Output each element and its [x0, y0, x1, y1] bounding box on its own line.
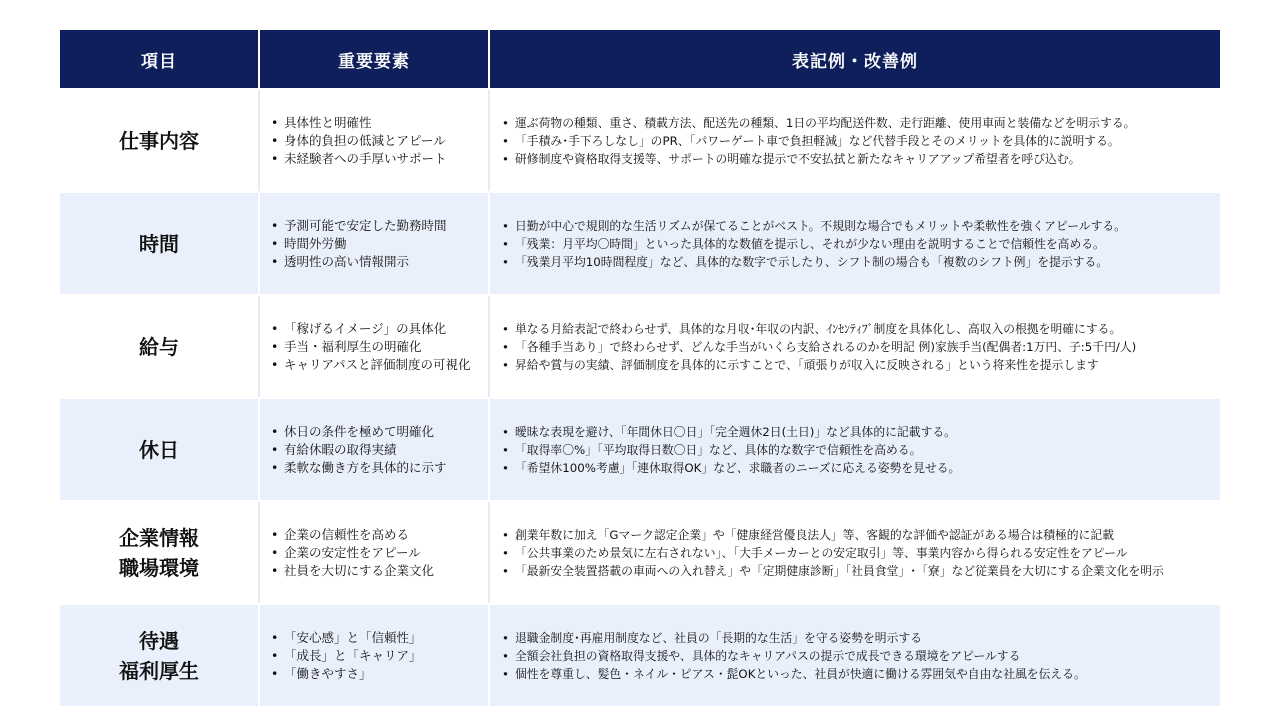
- example-bullet: • 運ぶ荷物の種類、重さ、積載方法、配送先の種類、1日の平均配送件数、走行距離、使用車両と装備などを明示する。: [515, 114, 1220, 132]
- table-row: [60, 397, 1220, 500]
- row-examples: [490, 399, 1220, 500]
- row-item: [60, 296, 260, 397]
- example-bullet: • 「各種手当あり」で終わらせず、どんな手当がいくら支給されるのかを明記 例)家族手当(配偶者:1万円、子:5千円/人): [515, 338, 1220, 356]
- element-bullet: • 休日の条件を極めて明確化: [284, 423, 488, 441]
- header-examples: 表記例・改善例: [792, 51, 918, 72]
- example-bullet: • 「手積み･手下ろしなし」のPR、「パワーゲート車で負担軽減」など代替手段とそのメリットを具体的に説明する。: [515, 132, 1220, 150]
- element-bullet: • 時間外労働: [284, 235, 488, 253]
- element-bullet: • 手当・福利厚生の明確化: [284, 338, 488, 356]
- example-bullet: • 「最新安全装置搭載の車両への入れ替え」や「定期健康診断」「社員食堂」･「寮」など従業員を大切にする企業文化を明示: [515, 562, 1220, 580]
- row-examples: [490, 90, 1220, 191]
- example-bullet: • 研修制度や資格取得支援等、サポートの明確な提示で不安払拭と新たなキャリアアップ希望者を呼び込む。: [515, 150, 1220, 168]
- row-item-label: 待遇: [139, 628, 179, 653]
- row-elements: [260, 90, 490, 191]
- header-key-elements: 重要要素: [260, 30, 490, 88]
- row-item-label: 福利厚生: [119, 658, 199, 683]
- row-elements: [260, 502, 490, 603]
- row-examples: [490, 193, 1220, 294]
- table-row: [60, 603, 1220, 706]
- element-bullet: • 企業の信頼性を高める: [284, 526, 488, 544]
- element-bullet: • 身体的負担の低減とアピール: [284, 132, 488, 150]
- element-bullet: • 柔軟な働き方を具体的に示す: [284, 459, 488, 477]
- table-row: [60, 500, 1220, 603]
- example-bullet: • 日勤が中心で規則的な生活リズムが保てることがベスト。不規則な場合でもメリットや柔軟性を強くアピールする。: [515, 217, 1220, 235]
- table-row: [60, 191, 1220, 294]
- header-item: 項目: [60, 30, 260, 88]
- example-bullet: • 「公共事業のため景気に左右されない」、「大手メーカーとの安定取引」等、事業内容から得られる安定性をアピール: [515, 544, 1220, 562]
- example-bullet: • 「残業月平均10時間程度」など、具体的な数字で示したり、シフト制の場合も「複数のシフト例」を提示する。: [515, 253, 1220, 271]
- example-bullet: • 退職金制度･再雇用制度など、社員の「長期的な生活」を守る姿勢を明示する: [515, 629, 1220, 647]
- row-item-label: 職場環境: [119, 555, 199, 580]
- example-bullet: • 単なる月給表記で終わらせず、具体的な月収･年収の内訳、ｲﾝｾﾝﾃｨﾌﾞ制度を具体化し、高収入の根拠を明確にする。: [515, 320, 1220, 338]
- row-item-label: 仕事内容: [119, 128, 199, 153]
- example-bullet: • 全額会社負担の資格取得支援や、具体的なキャリアパスの提示で成長できる環境をアピールする: [515, 647, 1220, 665]
- row-elements: [260, 399, 490, 500]
- table-header: [60, 30, 1220, 88]
- element-bullet: • 具体性と明確性: [284, 114, 488, 132]
- element-bullet: • 企業の安定性をアピール: [284, 544, 488, 562]
- row-examples: [490, 605, 1220, 706]
- row-item-label: 時間: [139, 231, 179, 256]
- row-item: [60, 90, 260, 191]
- row-item: [60, 502, 260, 603]
- example-bullet: • 「取得率〇%」「平均取得日数〇日」など、具体的な数字で信頼性を高める。: [515, 441, 1220, 459]
- row-elements: [260, 605, 490, 706]
- row-item: [60, 605, 260, 706]
- row-elements: [260, 193, 490, 294]
- example-bullet: • 「残業：月平均〇時間」といった具体的な数値を提示し、それが少ない理由を説明することで信頼性を高める。: [515, 235, 1220, 253]
- row-examples: [490, 296, 1220, 397]
- element-bullet: • キャリアパスと評価制度の可視化: [284, 356, 488, 374]
- element-bullet: • 未経験者への手厚いサポート: [284, 150, 488, 168]
- row-item-label: 給与: [139, 334, 179, 359]
- example-bullet: • 曖昧な表現を避け、「年間休日〇日」「完全週休2日(土日)」など具体的に記載する。: [515, 423, 1220, 441]
- example-bullet: • 昇給や賞与の実績、評価制度を具体的に示すことで、「頑張りが収入に反映される」という将来性を提示します: [515, 356, 1220, 374]
- element-bullet: • 「成長」と「キャリア」: [284, 647, 488, 665]
- element-bullet: • 「安心感」と「信頼性」: [284, 629, 488, 647]
- recruitment-guide-table: [60, 30, 1220, 706]
- element-bullet: • 「働きやすさ」: [284, 665, 488, 683]
- table-row: [60, 88, 1220, 191]
- example-bullet: • 「希望休100%考慮」「連休取得OK」など、求職者のニーズに応える姿勢を見せる。: [515, 459, 1220, 477]
- element-bullet: • 「稼げるイメージ」の具体化: [284, 320, 488, 338]
- element-bullet: • 社員を大切にする企業文化: [284, 562, 488, 580]
- element-bullet: • 予測可能で安定した勤務時間: [284, 217, 488, 235]
- row-item: [60, 399, 260, 500]
- example-bullet: • 創業年数に加え「Gマーク認定企業」や「健康経営優良法人」等、客観的な評価や認証がある場合は積極的に記載: [515, 526, 1220, 544]
- row-examples: [490, 502, 1220, 603]
- table-row: [60, 294, 1220, 397]
- element-bullet: • 透明性の高い情報開示: [284, 253, 488, 271]
- row-item: [60, 193, 260, 294]
- row-item-label: 休日: [139, 437, 179, 462]
- row-item-label: 企業情報: [119, 525, 199, 550]
- element-bullet: • 有給休暇の取得実績: [284, 441, 488, 459]
- row-elements: [260, 296, 490, 397]
- example-bullet: • 個性を尊重し、髪色・ネイル・ピアス・髭OKといった、社員が快適に働ける雰囲気や自由な社風を伝える。: [515, 665, 1220, 683]
